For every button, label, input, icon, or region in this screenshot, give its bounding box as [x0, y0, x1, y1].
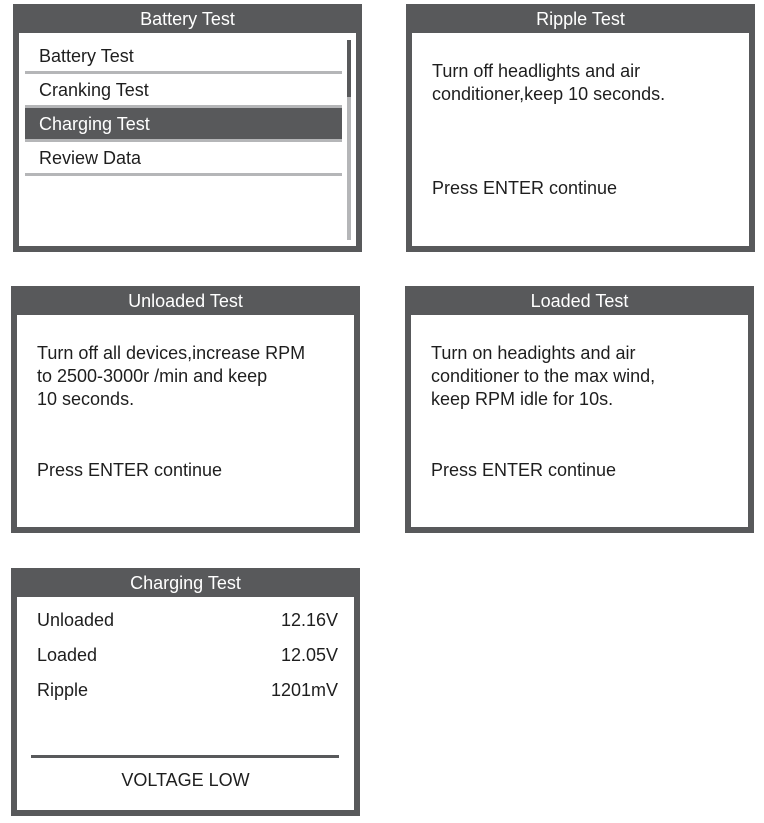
result-value: 12.16V — [280, 610, 338, 630]
enter-prompt: Press ENTER continue — [37, 460, 223, 480]
screen-title: Ripple Test — [536, 9, 625, 29]
screen-title: Unloaded Test — [128, 291, 243, 311]
result-value: 1201mV — [270, 680, 338, 700]
instruction-line: conditioner to the max wind, — [431, 366, 656, 386]
instruction-line: keep RPM idle for 10s. — [431, 389, 614, 409]
result-body — [17, 597, 354, 810]
instruction-line: to 2500-3000r /min and keep — [37, 366, 268, 386]
instruction-line: conditioner,keep 10 seconds. — [432, 84, 666, 104]
loaded-test-screen — [405, 286, 754, 533]
result-value: 12.05V — [280, 645, 338, 665]
result-row-unloaded — [37, 609, 338, 632]
ripple-test-screen — [406, 4, 755, 252]
unloaded-test-screen — [11, 286, 360, 533]
result-label: Loaded — [37, 645, 98, 665]
instruction-line: Turn off all devices,increase RPM — [37, 343, 306, 363]
screen-title: Battery Test — [140, 9, 235, 29]
result-divider — [31, 755, 339, 758]
battery-test-menu-screen — [13, 4, 362, 252]
charging-test-result-screen — [11, 568, 360, 816]
screen-body — [17, 315, 354, 527]
screen-title: Loaded Test — [530, 291, 629, 311]
screen-body — [411, 315, 748, 527]
result-row-ripple — [37, 679, 338, 702]
enter-prompt: Press ENTER continue — [432, 178, 618, 198]
menu-item-charging-test[interactable]: Charging Test — [25, 108, 342, 139]
menu-item-battery-test[interactable]: Battery Test — [39, 46, 134, 66]
screen-body — [412, 33, 749, 246]
instruction-line: 10 seconds. — [37, 389, 135, 409]
enter-prompt: Press ENTER continue — [431, 460, 617, 480]
screen-title: Charging Test — [130, 573, 241, 593]
result-label: Unloaded — [37, 610, 115, 630]
menu-item-review-data[interactable]: Review Data — [39, 148, 142, 168]
menu-divider — [25, 173, 342, 176]
menu-list — [19, 33, 356, 246]
status-message: VOLTAGE LOW — [121, 770, 250, 790]
instruction-line: Turn on headights and air — [431, 343, 636, 363]
result-row-loaded — [37, 644, 338, 667]
scrollbar-thumb[interactable] — [347, 40, 351, 97]
menu-item-cranking-test[interactable]: Cranking Test — [39, 80, 149, 100]
result-label: Ripple — [37, 680, 89, 700]
instruction-line: Turn off headlights and air — [432, 61, 641, 81]
